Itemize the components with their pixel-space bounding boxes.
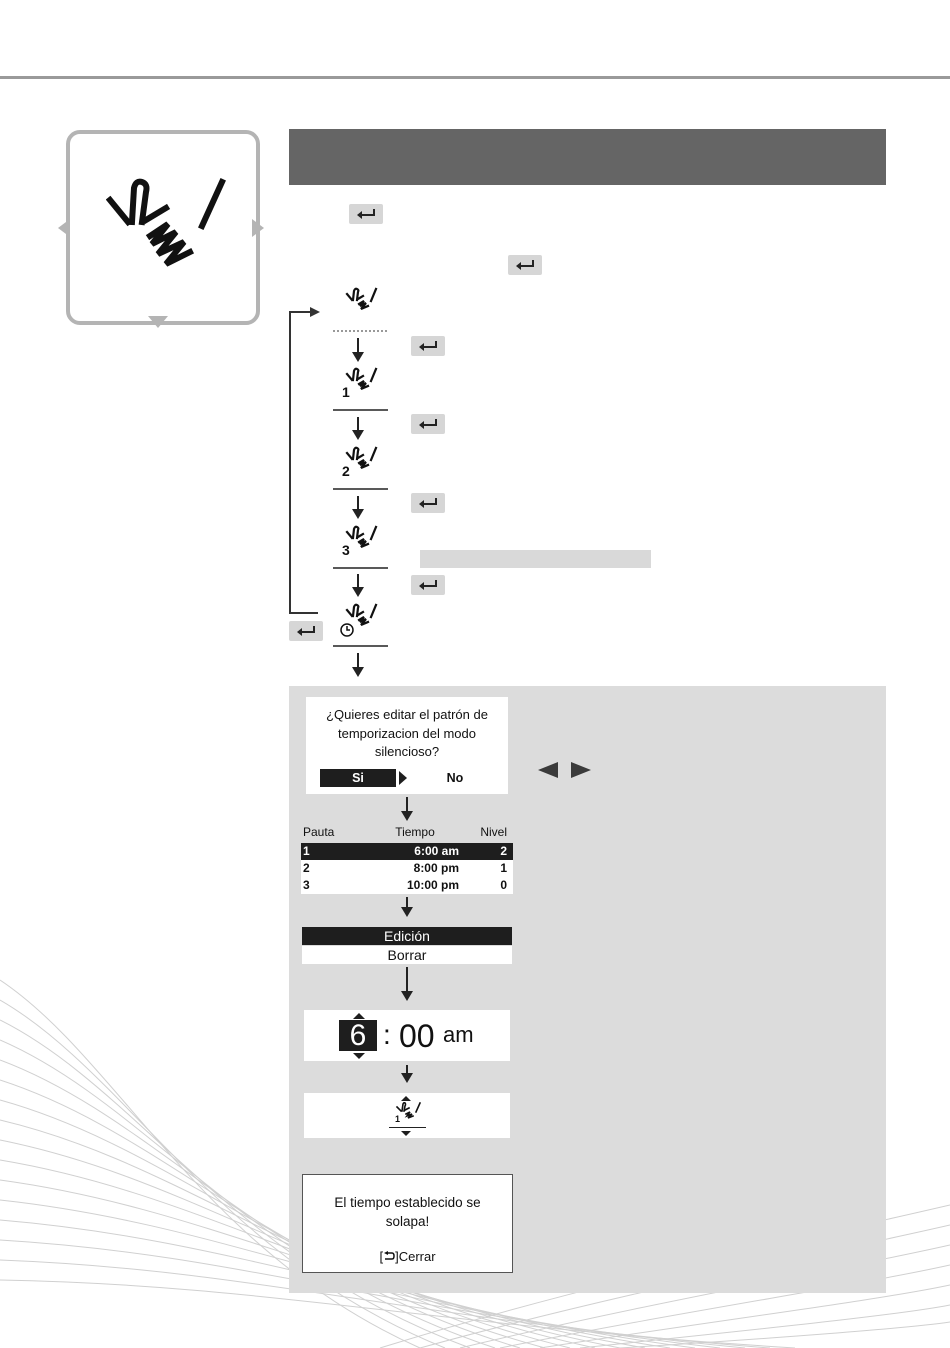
up-arrow-icon xyxy=(401,1096,411,1101)
top-rule xyxy=(0,76,950,79)
quiet-hand-icon xyxy=(106,178,226,288)
level-number: 1 xyxy=(342,384,350,400)
quiet-mode-pictogram-frame xyxy=(66,130,260,325)
right-button-icon[interactable] xyxy=(571,762,591,778)
enter-key-icon xyxy=(289,621,323,641)
warning-line: El tiempo establecido se xyxy=(334,1195,481,1210)
level-number: 2 xyxy=(342,463,350,479)
row-nivel: 2 xyxy=(500,844,507,858)
level-number: 3 xyxy=(342,542,350,558)
left-arrow-icon xyxy=(58,219,70,237)
header-pauta: Pauta xyxy=(303,825,335,839)
row-tiempo: 8:00 pm xyxy=(413,861,459,875)
yes-button[interactable]: Si xyxy=(320,769,396,787)
cursor-arrow-icon xyxy=(399,771,407,785)
row-nivel: 0 xyxy=(500,878,507,892)
ampm-value[interactable]: am xyxy=(443,1022,474,1047)
row-pauta: 3 xyxy=(303,878,310,892)
row-pauta: 1 xyxy=(303,844,310,858)
table-header xyxy=(301,824,513,841)
enter-key-icon xyxy=(411,575,445,595)
hour-value[interactable]: 6 xyxy=(339,1020,377,1051)
enter-key-icon xyxy=(411,414,445,434)
right-arrow-icon xyxy=(252,219,264,237)
row-nivel: 1 xyxy=(500,861,507,875)
close-label: Cerrar xyxy=(398,1249,436,1264)
down-arrow-icon xyxy=(353,1053,365,1059)
enter-key-icon xyxy=(411,336,445,356)
menu-item-delete[interactable]: Borrar xyxy=(302,946,512,964)
table-row[interactable] xyxy=(301,877,513,894)
enter-key-icon xyxy=(508,255,542,275)
header-tiempo: Tiempo xyxy=(395,825,435,839)
level-underline xyxy=(389,1127,426,1128)
section-header-bar xyxy=(289,129,886,185)
minutes-value[interactable]: 00 xyxy=(399,1018,435,1054)
dialog-question xyxy=(306,706,508,762)
highlight-strip xyxy=(420,550,651,568)
warning-line: solapa! xyxy=(385,1214,430,1229)
left-button-icon[interactable] xyxy=(538,762,558,778)
down-arrow-icon xyxy=(148,316,168,328)
warning-message xyxy=(302,1193,513,1231)
bracket: ] xyxy=(395,1249,399,1264)
return-icon xyxy=(383,1251,395,1262)
dialog-line: ¿Quieres editar el patrón de xyxy=(326,707,488,722)
down-arrow-icon xyxy=(401,1131,411,1136)
row-pauta: 2 xyxy=(303,861,310,875)
no-button[interactable]: No xyxy=(446,771,464,785)
close-button[interactable] xyxy=(302,1249,513,1264)
enter-key-icon xyxy=(349,204,383,224)
bracket: [ xyxy=(379,1249,384,1264)
dialog-line: silencioso? xyxy=(374,744,440,759)
menu-item-edit[interactable]: Edición xyxy=(302,927,512,945)
table-row[interactable] xyxy=(301,843,513,860)
row-tiempo: 6:00 am xyxy=(414,844,459,858)
time-separator: : xyxy=(383,1019,391,1050)
table-row[interactable] xyxy=(301,860,513,877)
dialog-line: temporizacion del modo xyxy=(337,725,477,741)
header-nivel: Nivel xyxy=(480,825,507,839)
level-number: 1 xyxy=(395,1114,401,1124)
row-tiempo: 10:00 pm xyxy=(406,878,459,892)
enter-key-icon xyxy=(411,493,445,513)
pattern-table xyxy=(301,824,513,894)
